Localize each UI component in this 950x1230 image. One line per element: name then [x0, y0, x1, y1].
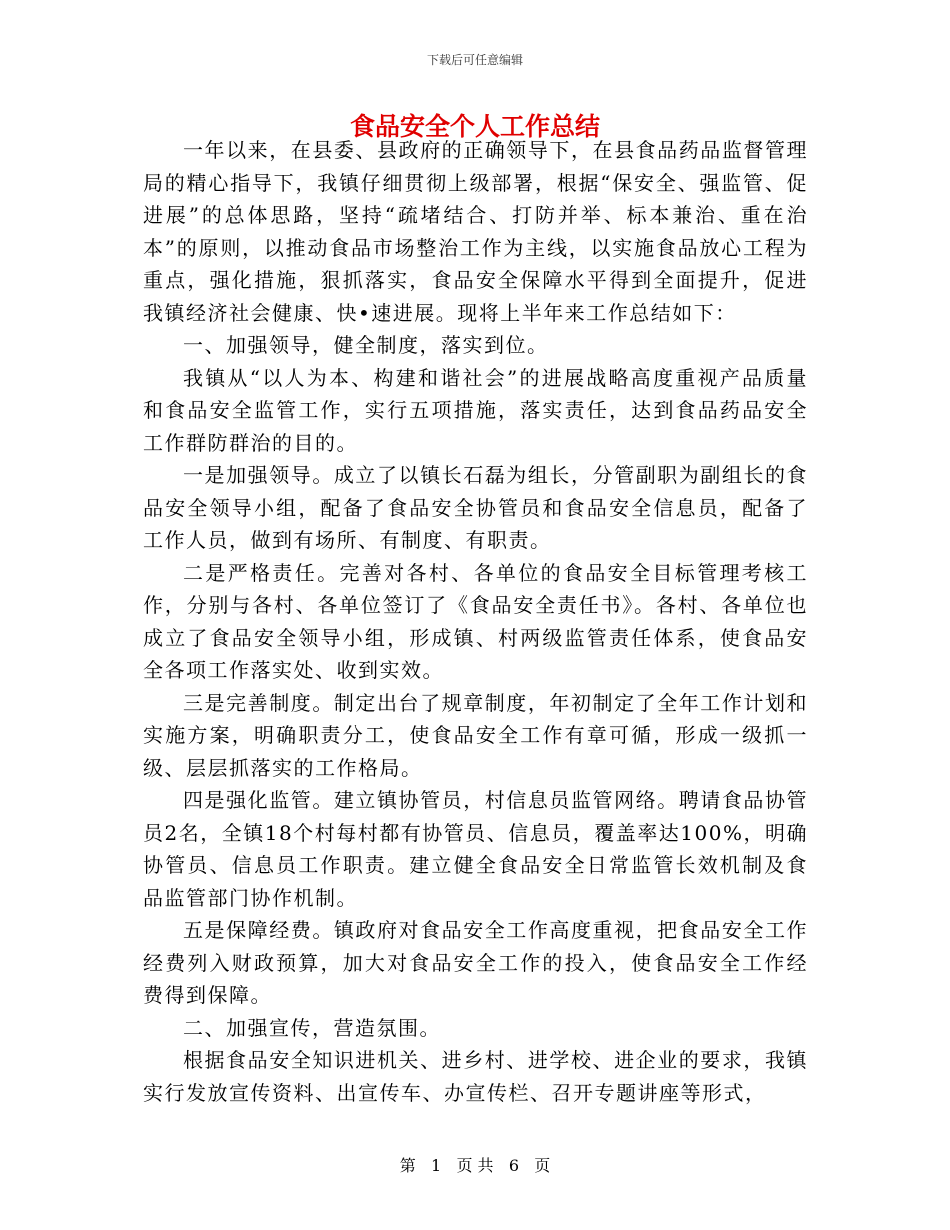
section-heading: 一、加强领导，健全制度，落实到位。: [183, 333, 549, 357]
body-paragraph: 四是强化监管。建立镇协管员，村信息员监管网络。聘请食品协管员2名，全镇18个村每村都有协管员、信息员，覆盖率达100%，明确协管员、信息员工作职责。建立健全食品安全日常监管长效机制及食品监管部门协作机制。: [143, 788, 808, 910]
page-total: 6: [508, 1156, 520, 1175]
document-title: 食品安全个人工作总结: [349, 112, 600, 141]
body-paragraph: 三是完善制度。制定出台了规章制度，年初制定了全年工作计划和实施方案，明确职责分工，使食品安全工作有章可循，形成一级抓一级、层层抓落实的工作格局。: [143, 690, 808, 780]
body-paragraph: 二是严格责任。完善对各村、各单位的食品安全目标管理考核工作，分别与各村、各单位签订了《食品安全责任书》。各村、各单位也成立了食品安全领导小组，形成镇、村两级监管责任体系，使食品安全各项工作落实处、收到实效。: [143, 560, 808, 682]
body-paragraph: 根据食品安全知识进机关、进乡村、进学校、进企业的要求，我镇实行发放宣传资料、出宣传车、办宣传栏、召开专题讲座等形式，: [143, 1048, 808, 1105]
section-heading: 二、加强宣传，营造氛围。: [183, 1015, 441, 1040]
page-label-pre: 第: [399, 1156, 416, 1175]
document-body: [143, 134, 808, 1109]
body-paragraph: 一年以来，在县委、县政府的正确领导下，在县食品药品监督管理局的精心指导下，我镇仔细贯彻上级部署，根据“保安全、强监管、促进展”的总体思路，坚持“疏堵结合、打防并举、标本兼治、重在治本”的原则，以推动食品市场整治工作为主线，以实施食品放心工程为重点，强化措施，狠抓落实，食品安全保障水平得到全面提升，促进我镇经济社会健康、快•速进展。现将上半年来工作总结如下：: [143, 138, 808, 325]
body-paragraph: 一是加强领导。成立了以镇长石磊为组长，分管副职为副组长的食品安全领导小组，配备了食品安全协管员和食品安全信息员，配备了工作人员，做到有场所、有制度、有职责。: [143, 463, 808, 552]
header-note: 下载后可任意编辑: [426, 53, 523, 67]
body-paragraph: 我镇从“以人为本、构建和谐社会”的进展战略高度重视产品质量和食品安全监管工作，实行五项措施，落实责任，达到食品药品安全工作群防群治的目的。: [143, 365, 808, 455]
page-label-mid: 页 共: [456, 1156, 494, 1175]
page-footer: [0, 1156, 950, 1176]
page-current: 1: [430, 1156, 442, 1175]
body-paragraph: 五是保障经费。镇政府对食品安全工作高度重视，把食品安全工作经费列入财政预算，加大对食品安全工作的投入，使食品安全工作经费得到保障。: [143, 918, 808, 1007]
page-label-post: 页: [534, 1156, 551, 1175]
